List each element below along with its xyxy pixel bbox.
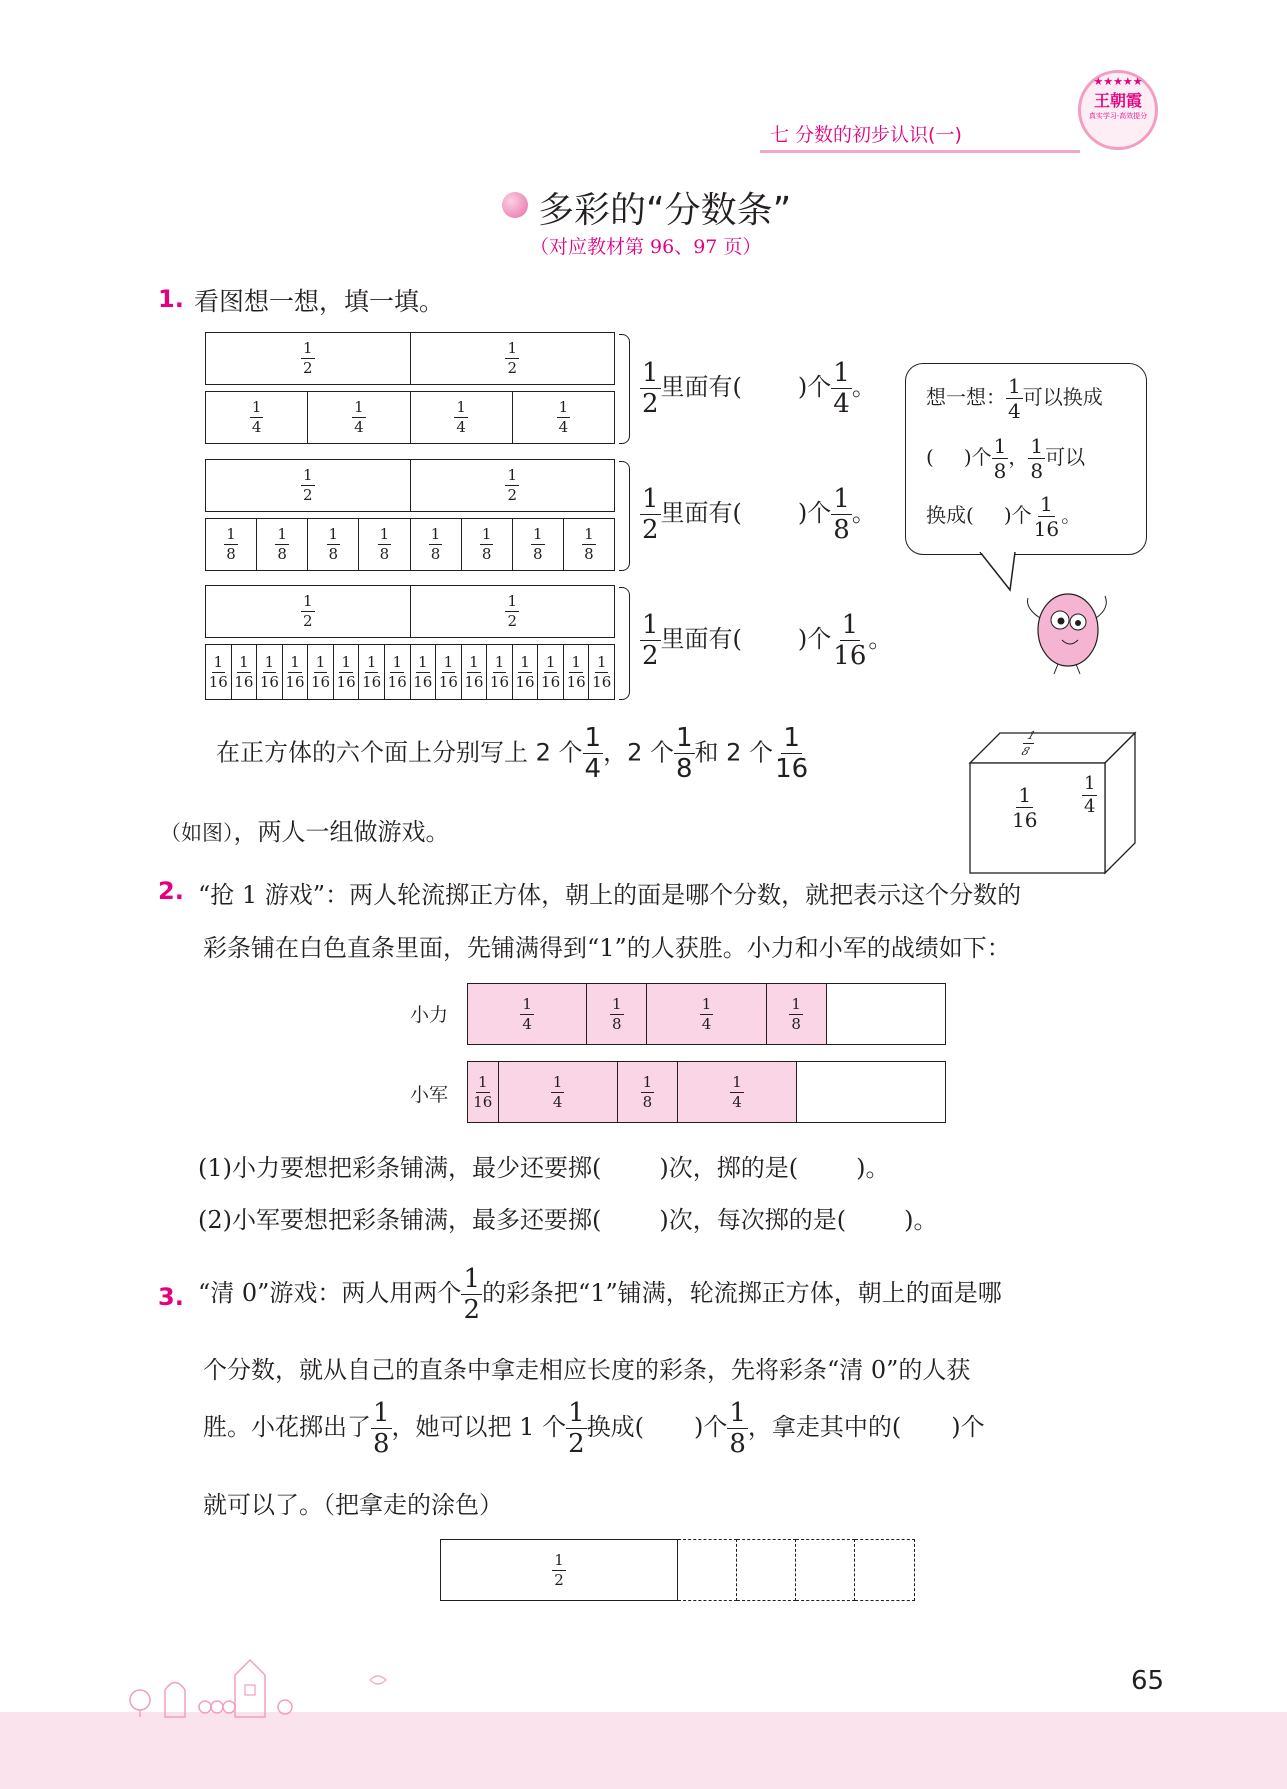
q1-answer-3: $\frac{1}{2}$ 里面有( )个 $\frac{1}{16}$ 。 — [642, 610, 893, 671]
page-subtitle: （对应教材第 96、97 页） — [530, 236, 762, 258]
q2-number: 2. — [158, 877, 184, 905]
q3-line-3: 胜。小花掷出了 $\frac{1}{8}$ ，她可以把 1 个 $\frac{1}{2}$ 换成( )个 $\frac{1}{8}$ ，拿走其中的( )个 — [203, 1398, 985, 1459]
bar-cell: $\frac{1}{16}$ — [232, 645, 258, 699]
q2-sub-1: (1)小力要想把彩条铺满，最少还要掷( )次，掷的是( )。 — [198, 1154, 890, 1182]
cube-intro-line-2: （如图），两人一组做游戏。 — [160, 818, 450, 846]
chapter-header: 七 分数的初步认识(一) — [770, 124, 962, 146]
bar-cell: $\frac{1}{8}$ — [462, 519, 513, 570]
q1-answer-1: $\frac{1}{2}$ 里面有( )个 $\frac{1}{4}$ 。 — [642, 358, 876, 419]
bar-cell: $\frac{1}{2}$ — [507, 339, 518, 377]
bar-cell: $\frac{1}{2}$ — [206, 460, 411, 511]
bar-cell: $\frac{1}{16}$ — [206, 645, 232, 699]
bar-cell: $\frac{1}{16}$ — [359, 645, 385, 699]
q2-line-2: 彩条铺在白色直条里面，先铺满得到“1”的人获胜。小力和小军的战绩如下： — [203, 934, 1011, 962]
bar-cell: $\frac{1}{8}$ — [584, 525, 594, 563]
hint-bubble — [905, 363, 1147, 555]
sixteenth-bar — [205, 644, 615, 700]
bar-cell: $\frac{1}{4}$ — [647, 984, 766, 1044]
q3-line-2: 个分数，就从自己的直条中拿走相应长度的彩条，先将彩条“清 0”的人获 — [203, 1356, 971, 1384]
bar-cell: $\frac{1}{16}$ — [411, 645, 437, 699]
header-line — [760, 150, 1080, 153]
cube-intro-line-1: 在正方体的六个面上分别写上 2 个 $\frac{1}{4}$ ，2 个 $\frac{1}{8}$ 和 2 个 $\frac{1}{16}$ — [216, 723, 809, 784]
empty-remaining-cell[interactable] — [797, 1062, 945, 1122]
bar-cell: $\frac{1}{8}$ — [257, 519, 308, 570]
xiaoli-label: 小力 — [410, 1004, 449, 1026]
bar-cell: $\frac{1}{16}$ — [334, 645, 360, 699]
quarter-bar — [205, 391, 615, 444]
eighth-bar — [205, 518, 615, 571]
bar-cell: $\frac{1}{4}$ — [468, 984, 587, 1044]
q3-dashed-cell[interactable] — [796, 1539, 855, 1601]
logo-subtext: 真实学习·高效提分 — [1088, 112, 1148, 120]
cube-front-fraction: $\frac{1}{16}$ — [1012, 783, 1038, 832]
bubble-line-3: 换成( )个 $\frac{1}{16}$ 。 — [926, 492, 1082, 541]
bar-cell: $\frac{1}{16}$ — [487, 645, 513, 699]
footer-decoration — [120, 1645, 420, 1720]
bar-cell: $\frac{1}{4}$ — [308, 392, 410, 443]
q3-line-1: “清 0”游戏：两人用两个 $\frac{1}{2}$ 的彩条把“1”铺满，轮流掷正方体，朝上的面是哪 — [198, 1264, 1002, 1325]
half-bar-1 — [205, 332, 615, 385]
bubble-line-1: 想一想： $\frac{1}{4}$ 可以换成 — [926, 374, 1103, 423]
q1-answer-2: $\frac{1}{2}$ 里面有( )个 $\frac{1}{8}$ 。 — [642, 484, 876, 545]
xiaojun-label: 小军 — [410, 1084, 449, 1106]
brace — [619, 587, 630, 700]
bar-cell: $\frac{1}{2}$ — [507, 466, 518, 504]
q3-number: 3. — [158, 1283, 184, 1311]
cube-top-fraction: $\frac{1}{8}$ — [1019, 729, 1038, 758]
bar-cell: $\frac{1}{8}$ — [411, 519, 462, 570]
q1-number: 1. — [158, 285, 184, 313]
bar-cell: $\frac{1}{8}$ — [513, 519, 564, 570]
bar-cell: $\frac{1}{16}$ — [283, 645, 309, 699]
bar-cell: $\frac{1}{8}$ — [206, 519, 257, 570]
q3-dashed-cell[interactable] — [737, 1539, 796, 1601]
bar-cell: $\frac{1}{4}$ — [499, 1062, 618, 1122]
mascot-icon — [1010, 578, 1120, 678]
bar-cell: $\frac{1}{16}$ — [385, 645, 411, 699]
bar-cell: $\frac{1}{8}$ — [767, 984, 827, 1044]
bar-cell: $\frac{1}{16}$ — [468, 1062, 499, 1122]
cube-side-fraction: $\frac{1}{4}$ — [1084, 773, 1096, 817]
bar-cell: $\frac{1}{8}$ — [587, 984, 647, 1044]
page-title: 多彩的“分数条” — [538, 190, 792, 231]
brace — [619, 461, 630, 571]
bar-cell: $\frac{1}{16}$ — [462, 645, 488, 699]
bar-cell: $\frac{1}{4}$ — [678, 1062, 797, 1122]
bar-cell: $\frac{1}{16}$ — [257, 645, 283, 699]
half-bar-3 — [205, 585, 615, 638]
bar-cell: $\frac{1}{8}$ — [359, 519, 410, 570]
q2-line-1: “抢 1 游戏”：两人轮流掷正方体，朝上的面是哪个分数，就把表示这个分数的 — [198, 881, 1022, 909]
q3-dashed-cell[interactable] — [855, 1539, 915, 1601]
bar-cell: $\frac{1}{2}$ — [206, 586, 411, 637]
q3-dashed-cell[interactable] — [678, 1539, 737, 1601]
logo-stars-icon: ★★★★★ — [1093, 75, 1143, 88]
xiaojun-bar — [467, 1061, 946, 1123]
bar-cell: $\frac{1}{2}$ — [507, 592, 518, 630]
brand-logo — [1078, 70, 1158, 150]
bar-cell: $\frac{1}{16}$ — [592, 652, 612, 691]
q1-instruction: 看图想一想，填一填。 — [194, 287, 445, 316]
logo-text: 王朝霞 — [1093, 91, 1142, 110]
bar-cell: $\frac{1}{8}$ — [308, 519, 359, 570]
half-bar-2 — [205, 459, 615, 512]
footer-band — [0, 1712, 1287, 1789]
empty-remaining-cell[interactable] — [827, 984, 945, 1044]
q3-bar — [440, 1539, 915, 1601]
xiaoli-bar — [467, 983, 946, 1045]
page-number: 65 — [1131, 1666, 1165, 1696]
bar-cell: $\frac{1}{4}$ — [411, 392, 513, 443]
q2-sub-2: (2)小军要想把彩条铺满，最多还要掷( )次，每次掷的是( )。 — [198, 1206, 938, 1234]
bar-cell: $\frac{1}{16}$ — [538, 645, 564, 699]
bar-cell: $\frac{1}{4}$ — [206, 392, 308, 443]
bar-cell: $\frac{1}{16}$ — [436, 645, 462, 699]
bar-cell: $\frac{1}{8}$ — [618, 1062, 678, 1122]
q3-half-cell: $\frac{1}{2}$ — [440, 1539, 678, 1601]
title-dot-icon — [502, 192, 528, 218]
bubble-line-2: ( )个 $\frac{1}{8}$ ， $\frac{1}{8}$ 可以 — [926, 434, 1086, 483]
bar-cell: $\frac{1}{2}$ — [206, 333, 411, 384]
cube-diagram — [965, 728, 1140, 878]
bar-cell: $\frac{1}{16}$ — [308, 645, 334, 699]
bar-cell: $\frac{1}{16}$ — [564, 645, 590, 699]
q3-line-4: 就可以了。（把拿走的涂色） — [203, 1491, 503, 1519]
bar-cell: $\frac{1}{4}$ — [558, 398, 569, 436]
brace — [619, 334, 630, 444]
bar-cell: $\frac{1}{16}$ — [513, 645, 539, 699]
